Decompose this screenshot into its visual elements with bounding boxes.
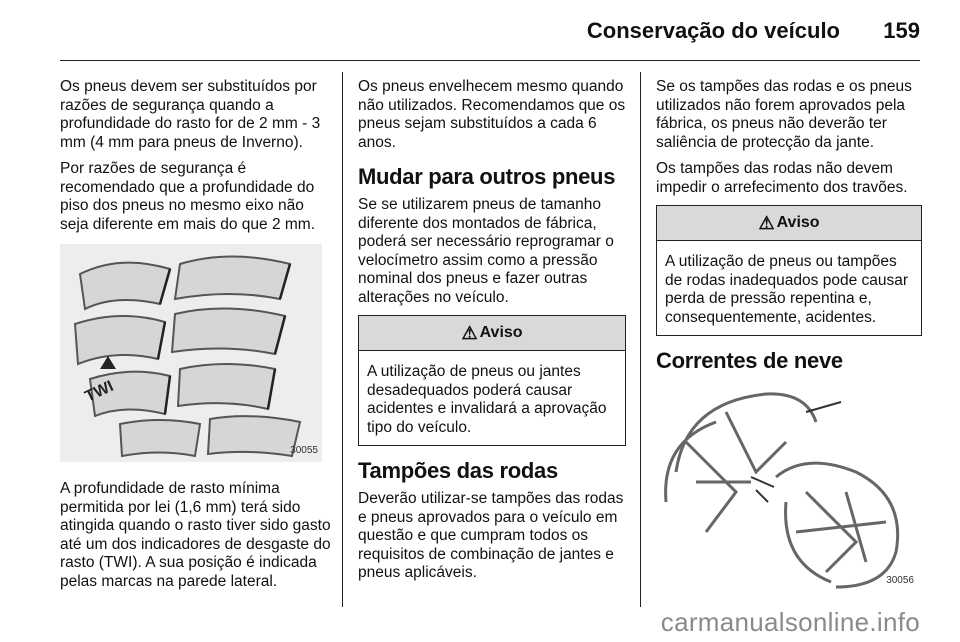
heading-wheel-covers: Tampões das rodas: [358, 458, 558, 483]
figure-number: 30055: [290, 444, 318, 456]
twi-marker-label: TWI: [82, 377, 117, 406]
paragraph-tread-depth-axle: Por razões de segurança é recomendado que a profundidade do piso dos pneus no mesmo eixo não seja diferente em mais do que 2 mm.: [60, 160, 316, 233]
column-3: [656, 78, 922, 592]
header-rule: [60, 60, 920, 61]
tyre-tread-image: [60, 244, 322, 462]
column-2: [358, 78, 626, 591]
warning-text: A utilização de pneus ou tampões de rodas inadequados pode causar perda de pressão repentina e, consequentemente, acidentes.: [665, 253, 909, 326]
paragraph-tyre-ageing: Os pneus envelhecem mesmo quando não utilizados. Recomendamos que os pneus sejam substituídos a cada 6 anos.: [358, 78, 626, 151]
paragraph-minimum-depth: A profundidade de rasto mínima permitida por lei (1,6 mm) terá sido atingida quando o rasto tiver sido gasto até um dos indicadores de desgaste do rasto (TWI). A sua posição é indicada pelas marcas na parede lateral.: [60, 480, 331, 590]
tyre-tread-drawing: [60, 244, 322, 462]
column-1: [60, 78, 332, 599]
paragraph-brake-cooling: Os tampões das rodas não devem impedir o arrefecimento dos travões.: [656, 160, 908, 196]
warning-triangle-icon: ⚠: [461, 322, 478, 343]
paragraph-rim-protection: Se os tampões das rodas e os pneus utilizados não forem aprovados pela fábrica, os pneus não deverão ter saliência de protecção da jante.: [656, 78, 912, 151]
warning-box: [656, 205, 922, 336]
warning-header: [359, 316, 625, 351]
warning-text: A utilização de pneus ou jantes desadequados poderá causar acidentes e invalidará a aprovação tipo do veículo.: [367, 363, 607, 436]
page-header: [0, 0, 960, 56]
warning-triangle-icon: ⚠: [758, 212, 775, 233]
column-divider-2: [640, 72, 641, 607]
watermark-url: carmanualsonline.info: [660, 607, 920, 637]
page-number: 159: [883, 18, 920, 43]
figure-number: 30056: [886, 574, 914, 586]
snow-chain-image: [656, 382, 918, 592]
heading-changing-tyres: Mudar para outros pneus: [358, 164, 616, 189]
header-title: Conservação do veículo: [586, 18, 840, 43]
warning-header: [657, 206, 921, 241]
warning-title: Aviso: [776, 213, 820, 231]
paragraph-tyre-replacement: Os pneus devem ser substituídos por razões de segurança quando a profundidade do rasto for de 2 mm - 3 mm (4 mm para pneus de Inverno).: [60, 78, 321, 151]
paragraph-different-size: Se se utilizarem pneus de tamanho diferente dos montados de fábrica, poderá ser necessário reprogramar o velocímetro assim como a pressão nominal dos pneus e fazer outras alterações no veículo.: [358, 196, 614, 306]
column-divider-1: [342, 72, 343, 607]
paragraph-wheel-covers: Deverão utilizar-se tampões das rodas e pneus aprovados para o veículo em questão e que cumpram todos os requisitos de combinação de jantes e pneus aplicáveis.: [358, 490, 624, 581]
snow-chain-drawing: [656, 382, 918, 592]
warning-title: Aviso: [479, 323, 523, 341]
heading-snow-chains: Correntes de neve: [656, 348, 843, 373]
warning-box: [358, 315, 626, 446]
